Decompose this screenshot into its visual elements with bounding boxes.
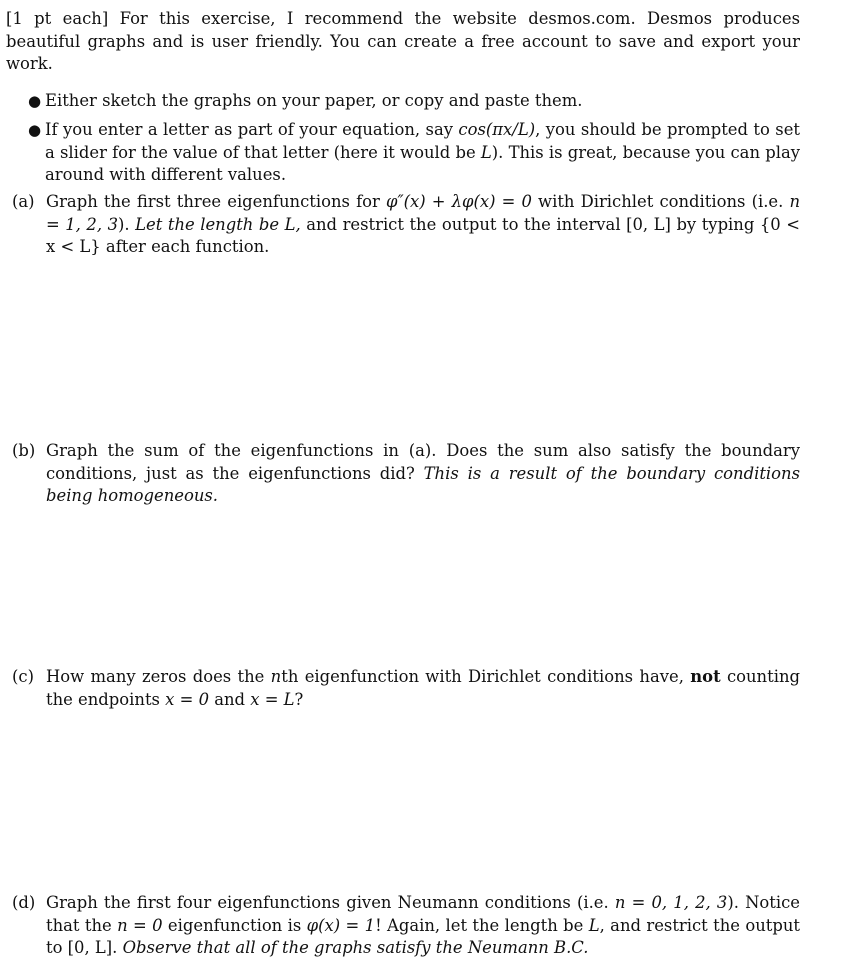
text-segment: Graph the sum of the eigenfunctions in (a). Does the sum also satisfy the boundary conditions, just as the eigenfunctions did?	[46, 441, 800, 483]
part-text	[46, 892, 800, 960]
part-label: (c)	[12, 667, 34, 686]
text-segment: and restrict the output to the interval [0, L] by typing {0 < x < L} after each function.	[46, 214, 800, 256]
bullet-icon: ●	[28, 121, 42, 139]
text-segment: Graph the first four eigenfunctions given Neumann conditions (i.e.	[46, 893, 615, 912]
bold-text: not	[690, 667, 721, 686]
part-d	[6, 892, 800, 960]
list-item	[6, 90, 800, 113]
text-segment: with Dirichlet conditions (i.e.	[531, 192, 790, 211]
part-a	[6, 191, 800, 259]
italic-text: Observe that all of the graphs satisfy the Neumann B.C.	[122, 938, 589, 957]
math-variable: L	[480, 142, 492, 162]
bullet-text-middle: , you should be prompted to set a slider for the value of that letter (here it would be	[45, 120, 800, 162]
text-segment: ?	[294, 689, 304, 709]
italic-text: Let the length be L,	[135, 214, 301, 234]
exercise-document	[6, 8, 800, 194]
math-variable: L	[588, 915, 600, 935]
bullet-text-start: If you enter a letter as part of your equation, say	[45, 120, 459, 139]
bullet-text-end: ). This is great, because you can play around with different values.	[45, 142, 800, 184]
math-expression: x = 0	[165, 689, 209, 709]
part-text	[46, 191, 800, 259]
part-label: (b)	[12, 441, 36, 460]
math-expression: n = 1, 2, 3	[46, 192, 801, 234]
math-expression: φ(x) = 1	[306, 915, 376, 935]
math-expression: cos(πx/L)	[458, 120, 536, 139]
list-item	[6, 119, 800, 187]
math-expression: φ″(x) + λφ(x) = 0	[385, 192, 532, 211]
part-label: (d)	[12, 893, 36, 912]
instruction-list	[6, 90, 800, 187]
part-text	[46, 666, 800, 711]
math-expression: x = L	[250, 689, 295, 709]
text-segment: ! Again, let the length be	[375, 915, 589, 935]
part-c	[6, 666, 800, 711]
bullet-text: Either sketch the graphs on your paper, or copy and paste them.	[45, 90, 583, 110]
text-segment: ).	[118, 214, 136, 234]
text-segment: counting the endpoints	[46, 667, 800, 709]
bullet-icon: ●	[28, 91, 42, 110]
text-segment: and	[209, 689, 251, 709]
part-label: (a)	[12, 192, 35, 211]
part-text	[46, 440, 800, 508]
math-expression: n = 0	[117, 915, 163, 935]
text-segment: th eigenfunction with Dirichlet conditions have,	[281, 667, 691, 686]
italic-text: This is a result of the boundary conditions being homogeneous.	[46, 463, 800, 505]
text-segment: , and restrict the output to [0, L].	[46, 915, 800, 957]
text-segment: ). Notice that the	[46, 893, 800, 935]
math-expression: n = 0, 1, 2, 3	[614, 893, 728, 912]
intro-paragraph: [1 pt each] For this exercise, I recommend the website desmos.com. Desmos produces beautiful graphs and is user friendly. You can create a free account to save and export your work.	[6, 9, 800, 73]
text-segment: How many zeros does the	[46, 667, 271, 686]
math-variable: n	[270, 667, 282, 686]
part-b	[6, 440, 800, 508]
text-segment: Graph the first three eigenfunctions for	[46, 192, 386, 211]
text-segment: eigenfunction is	[162, 915, 307, 935]
